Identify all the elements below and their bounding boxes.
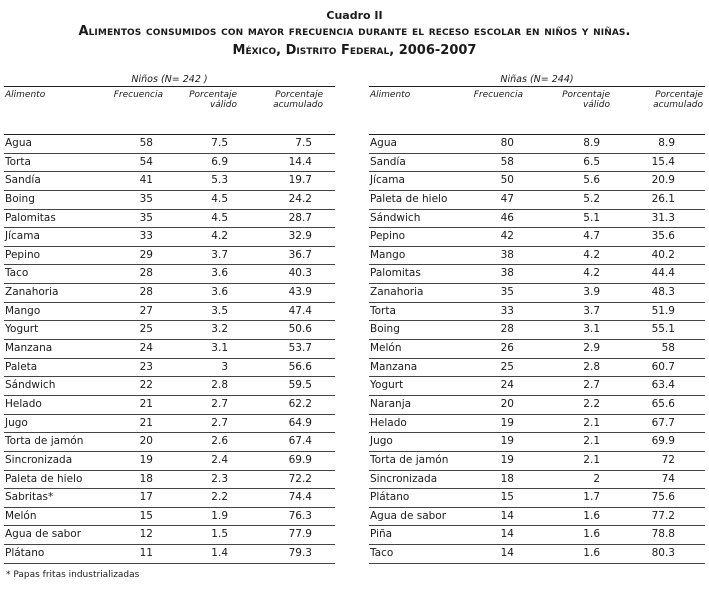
- food-cell: Plátano: [370, 491, 410, 504]
- valid-percent-cell: 4.2: [583, 267, 600, 280]
- valid-percent-cell: 2.1: [583, 453, 600, 466]
- cumulative-percent-cell: 63.4: [651, 379, 675, 392]
- cumulative-percent-cell: 40.3: [288, 267, 312, 280]
- frequency-cell: 58: [500, 155, 514, 168]
- cumulative-percent-cell: 43.9: [288, 286, 312, 299]
- valid-percent-cell: 2.1: [583, 435, 600, 448]
- table-title: Alimentos consumidos con mayor frecuencia durante el receso escolar en niños y niñas.: [78, 24, 631, 39]
- cumulative-percent-cell: 51.9: [651, 304, 675, 317]
- valid-percent-cell: 5.6: [583, 174, 600, 187]
- frequency-cell: 12: [139, 528, 153, 541]
- cumulative-percent-cell: 59.5: [288, 379, 312, 392]
- table-row: [4, 210, 335, 229]
- cumulative-percent-cell: 77.2: [651, 509, 675, 522]
- table-row: [4, 471, 335, 490]
- table-row: [369, 135, 705, 154]
- table-row: [369, 191, 705, 210]
- food-cell: Torta de jamón: [5, 435, 84, 448]
- food-cell: Paleta: [5, 360, 38, 373]
- food-cell: Boing: [370, 323, 400, 336]
- cumulative-percent-cell: 65.6: [651, 397, 675, 410]
- cumulative-percent-cell: 76.3: [288, 509, 312, 522]
- frequency-cell: 42: [500, 230, 514, 243]
- cumulative-percent-cell: 74: [661, 472, 675, 485]
- header-valid-percent-line1: Porcentaje: [562, 90, 610, 100]
- table-row: [369, 526, 705, 545]
- valid-percent-cell: 1.6: [583, 528, 600, 541]
- cumulative-percent-cell: 31.3: [651, 211, 675, 224]
- valid-percent-cell: 5.1: [583, 211, 600, 224]
- food-cell: Manzana: [370, 360, 418, 373]
- cumulative-percent-cell: 36.7: [288, 248, 312, 261]
- food-cell: Sándwich: [5, 379, 56, 392]
- header-valid-percent-line2: válido: [209, 100, 237, 110]
- valid-percent-cell: 5.3: [211, 174, 228, 187]
- cumulative-percent-cell: 53.7: [288, 342, 312, 355]
- table-row: [369, 433, 705, 452]
- food-cell: Agua de sabor: [370, 509, 447, 522]
- valid-percent-cell: 6.5: [583, 155, 600, 168]
- valid-percent-cell: 1.5: [211, 528, 228, 541]
- food-cell: Sincronizada: [370, 472, 438, 485]
- table-row: [369, 247, 705, 266]
- food-cell: Palomitas: [370, 267, 421, 280]
- valid-percent-cell: 3: [221, 360, 228, 373]
- frequency-cell: 21: [139, 416, 153, 429]
- boys-rows: [4, 135, 335, 564]
- frequency-cell: 21: [139, 397, 153, 410]
- frequency-cell: 28: [139, 286, 153, 299]
- valid-percent-cell: 5.2: [583, 192, 600, 205]
- table-row: [4, 303, 335, 322]
- header-valid-percent: [189, 90, 237, 110]
- cumulative-percent-cell: 7.5: [295, 137, 312, 149]
- food-cell: Mango: [5, 304, 41, 317]
- food-cell: Mango: [370, 248, 406, 261]
- table-row: [4, 433, 335, 452]
- cumulative-percent-cell: 79.3: [288, 547, 312, 560]
- table-row: [4, 284, 335, 303]
- header-cumulative-percent: [273, 90, 323, 110]
- table-row: [4, 508, 335, 527]
- cumulative-percent-cell: 55.1: [651, 323, 675, 336]
- valid-percent-cell: 4.2: [583, 248, 600, 261]
- frequency-cell: 33: [500, 304, 514, 317]
- frequency-cell: 18: [500, 472, 514, 485]
- table-row: [4, 415, 335, 434]
- valid-percent-cell: 3.9: [583, 286, 600, 299]
- header-food: Alimento: [5, 90, 46, 100]
- frequency-cell: 15: [139, 509, 153, 522]
- valid-percent-cell: 2.2: [583, 397, 600, 410]
- frequency-cell: 41: [139, 174, 153, 187]
- food-cell: Jugo: [370, 435, 393, 448]
- food-cell: Taco: [370, 547, 394, 560]
- table-row: [369, 452, 705, 471]
- frequency-cell: 19: [500, 453, 514, 466]
- table-row: [4, 545, 335, 564]
- frequency-cell: 19: [500, 416, 514, 429]
- table-row: [4, 359, 335, 378]
- frequency-cell: 23: [139, 360, 153, 373]
- table-row: [369, 172, 705, 191]
- valid-percent-cell: 2.2: [211, 491, 228, 504]
- frequency-cell: 25: [500, 360, 514, 373]
- table-row: [4, 489, 335, 508]
- girls-table: [369, 74, 705, 564]
- cumulative-percent-cell: 60.7: [651, 360, 675, 373]
- boys-group-label: Niños (N= 242 ): [4, 74, 335, 87]
- valid-percent-cell: 2.1: [583, 416, 600, 429]
- food-cell: Taco: [5, 267, 29, 280]
- valid-percent-cell: 2.4: [211, 453, 228, 466]
- valid-percent-cell: 3.6: [211, 286, 228, 299]
- cumulative-percent-cell: 62.2: [288, 397, 312, 410]
- frequency-cell: 38: [500, 248, 514, 261]
- cumulative-percent-cell: 67.7: [651, 416, 675, 429]
- frequency-cell: 46: [500, 211, 514, 224]
- frequency-cell: 19: [500, 435, 514, 448]
- food-cell: Yogurt: [370, 379, 404, 392]
- valid-percent-cell: 7.5: [211, 137, 228, 149]
- food-cell: Yogurt: [5, 323, 39, 336]
- food-cell: Melón: [370, 342, 402, 355]
- frequency-cell: 38: [500, 267, 514, 280]
- table-row: [369, 284, 705, 303]
- frequency-cell: 80: [500, 137, 514, 149]
- table-row: [4, 154, 335, 173]
- header-cumulative-percent-line1: Porcentaje: [655, 90, 703, 100]
- food-cell: Zanahoria: [370, 286, 424, 299]
- valid-percent-cell: 3.1: [583, 323, 600, 336]
- header-frequency: Frecuencia: [473, 90, 523, 100]
- food-cell: Sincronizada: [5, 453, 73, 466]
- header-cumulative-percent-line2: acumulado: [653, 100, 703, 110]
- valid-percent-cell: 4.7: [583, 230, 600, 243]
- frequency-cell: 20: [500, 397, 514, 410]
- food-cell: Boing: [5, 192, 35, 205]
- food-cell: Helado: [370, 416, 407, 429]
- girls-group-label: Niñas (N= 244): [369, 74, 705, 87]
- valid-percent-cell: 1.6: [583, 547, 600, 560]
- frequency-cell: 20: [139, 435, 153, 448]
- food-cell: Agua de sabor: [5, 528, 82, 541]
- frequency-cell: 24: [139, 342, 153, 355]
- table-row: [369, 154, 705, 173]
- valid-percent-cell: 4.2: [211, 230, 228, 243]
- table-row: [4, 396, 335, 415]
- cumulative-percent-cell: 50.6: [288, 323, 312, 336]
- frequency-cell: 47: [500, 192, 514, 205]
- cumulative-percent-cell: 32.9: [288, 230, 312, 243]
- footnote: * Papas fritas industrializadas: [6, 570, 140, 580]
- cumulative-percent-cell: 26.1: [651, 192, 675, 205]
- table-row: [369, 265, 705, 284]
- cumulative-percent-cell: 47.4: [288, 304, 312, 317]
- frequency-cell: 35: [139, 211, 153, 224]
- food-cell: Torta: [5, 155, 31, 168]
- cumulative-percent-cell: 19.7: [288, 174, 312, 187]
- food-cell: Paleta de hielo: [5, 472, 83, 485]
- valid-percent-cell: 1.7: [583, 491, 600, 504]
- valid-percent-cell: 2.3: [211, 472, 228, 485]
- cumulative-percent-cell: 48.3: [651, 286, 675, 299]
- frequency-cell: 22: [139, 379, 153, 392]
- header-food: Alimento: [370, 90, 411, 100]
- food-cell: Piña: [370, 528, 393, 541]
- valid-percent-cell: 1.4: [211, 547, 228, 560]
- cumulative-percent-cell: 74.4: [288, 491, 312, 504]
- frequency-cell: 58: [139, 137, 153, 149]
- valid-percent-cell: 2.8: [211, 379, 228, 392]
- food-cell: Sabritas*: [5, 491, 54, 504]
- table-row: [369, 340, 705, 359]
- cumulative-percent-cell: 67.4: [288, 435, 312, 448]
- food-cell: Paleta de hielo: [370, 192, 448, 205]
- table-row: [4, 321, 335, 340]
- cumulative-percent-cell: 75.6: [651, 491, 675, 504]
- frequency-cell: 14: [500, 547, 514, 560]
- food-cell: Palomitas: [5, 211, 56, 224]
- frequency-cell: 33: [139, 230, 153, 243]
- boys-table: [4, 74, 335, 564]
- frequency-cell: 14: [500, 509, 514, 522]
- header-cumulative-percent-line2: acumulado: [273, 100, 323, 110]
- valid-percent-cell: 2: [593, 472, 600, 485]
- cumulative-percent-cell: 72.2: [288, 472, 312, 485]
- food-cell: Plátano: [5, 547, 45, 560]
- valid-percent-cell: 2.7: [211, 397, 228, 410]
- table-row: [369, 359, 705, 378]
- table-row: [4, 247, 335, 266]
- valid-percent-cell: 3.2: [211, 323, 228, 336]
- frequency-cell: 50: [500, 174, 514, 187]
- frequency-cell: 28: [500, 323, 514, 336]
- table-row: [369, 377, 705, 396]
- table-row: [4, 191, 335, 210]
- food-cell: Pepino: [5, 248, 41, 261]
- frequency-cell: 17: [139, 491, 153, 504]
- cumulative-percent-cell: 78.8: [651, 528, 675, 541]
- table-row: [369, 228, 705, 247]
- frequency-cell: 15: [500, 491, 514, 504]
- frequency-cell: 35: [500, 286, 514, 299]
- cumulative-percent-cell: 69.9: [651, 435, 675, 448]
- food-cell: Jugo: [5, 416, 28, 429]
- food-cell: Sandía: [5, 174, 41, 187]
- header-valid-percent: [562, 90, 610, 110]
- table-row: [4, 526, 335, 545]
- valid-percent-cell: 3.5: [211, 304, 228, 317]
- table-row: [4, 377, 335, 396]
- food-cell: Jícama: [370, 174, 405, 187]
- valid-percent-cell: 2.9: [583, 342, 600, 355]
- table-row: [369, 508, 705, 527]
- header-valid-percent-line1: Porcentaje: [189, 90, 237, 100]
- valid-percent-cell: 2.8: [583, 360, 600, 373]
- table-row: [369, 415, 705, 434]
- frequency-cell: 24: [500, 379, 514, 392]
- valid-percent-cell: 2.6: [211, 435, 228, 448]
- food-cell: Helado: [5, 397, 42, 410]
- header-frequency: Frecuencia: [113, 90, 163, 100]
- table-row: [369, 321, 705, 340]
- cumulative-percent-cell: 40.2: [651, 248, 675, 261]
- table-row: [369, 545, 705, 564]
- table-row: [4, 228, 335, 247]
- cumulative-percent-cell: 15.4: [651, 155, 675, 168]
- cumulative-percent-cell: 64.9: [288, 416, 312, 429]
- food-cell: Manzana: [5, 342, 53, 355]
- frequency-cell: 35: [139, 192, 153, 205]
- table-row: [4, 452, 335, 471]
- food-cell: Melón: [5, 509, 37, 522]
- food-cell: Jícama: [5, 230, 40, 243]
- valid-percent-cell: 3.6: [211, 267, 228, 280]
- table-row: [369, 210, 705, 229]
- food-cell: Agua: [5, 137, 32, 149]
- girls-rows: [369, 135, 705, 564]
- cumulative-percent-cell: 69.9: [288, 453, 312, 466]
- cumulative-percent-cell: 72: [661, 453, 675, 466]
- table-row: [369, 489, 705, 508]
- food-cell: Torta: [370, 304, 396, 317]
- frequency-cell: 28: [139, 267, 153, 280]
- frequency-cell: 18: [139, 472, 153, 485]
- food-cell: Agua: [370, 137, 397, 149]
- valid-percent-cell: 2.7: [583, 379, 600, 392]
- frequency-cell: 29: [139, 248, 153, 261]
- frequency-cell: 54: [139, 155, 153, 168]
- table-row: [369, 396, 705, 415]
- table-row: [4, 172, 335, 191]
- header-valid-percent-line2: válido: [582, 100, 610, 110]
- cumulative-percent-cell: 28.7: [288, 211, 312, 224]
- frequency-cell: 14: [500, 528, 514, 541]
- frequency-cell: 11: [139, 547, 153, 560]
- cumulative-percent-cell: 77.9: [288, 528, 312, 541]
- frequency-cell: 19: [139, 453, 153, 466]
- boys-column-headers: [4, 87, 335, 134]
- frequency-cell: 26: [500, 342, 514, 355]
- cumulative-percent-cell: 58: [661, 342, 675, 355]
- cumulative-percent-cell: 35.6: [651, 230, 675, 243]
- food-cell: Torta de jamón: [370, 453, 449, 466]
- table-row: [369, 303, 705, 322]
- cumulative-percent-cell: 44.4: [651, 267, 675, 280]
- food-cell: Zanahoria: [5, 286, 59, 299]
- food-cell: Naranja: [370, 397, 412, 410]
- cumulative-percent-cell: 14.4: [288, 155, 312, 168]
- valid-percent-cell: 3.1: [211, 342, 228, 355]
- food-cell: Sándwich: [370, 211, 421, 224]
- frequency-cell: 27: [139, 304, 153, 317]
- valid-percent-cell: 3.7: [583, 304, 600, 317]
- table-subtitle: México, Distrito Federal, 2006-2007: [232, 43, 477, 58]
- valid-percent-cell: 1.6: [583, 509, 600, 522]
- cumulative-percent-cell: 24.2: [288, 192, 312, 205]
- table-row: [369, 471, 705, 490]
- valid-percent-cell: 1.9: [211, 509, 228, 522]
- cumulative-percent-cell: 56.6: [288, 360, 312, 373]
- cumulative-percent-cell: 8.9: [658, 137, 675, 149]
- valid-percent-cell: 8.9: [583, 137, 600, 149]
- girls-column-headers: [369, 87, 705, 134]
- table-row: [4, 340, 335, 359]
- frequency-cell: 25: [139, 323, 153, 336]
- header-cumulative-percent-line1: Porcentaje: [275, 90, 323, 100]
- food-cell: Sandía: [370, 155, 406, 168]
- table-row: [4, 265, 335, 284]
- table-label: Cuadro II: [326, 9, 383, 22]
- cumulative-percent-cell: 20.9: [651, 174, 675, 187]
- valid-percent-cell: 6.9: [211, 155, 228, 168]
- food-cell: Pepino: [370, 230, 406, 243]
- valid-percent-cell: 3.7: [211, 248, 228, 261]
- valid-percent-cell: 2.7: [211, 416, 228, 429]
- valid-percent-cell: 4.5: [211, 211, 228, 224]
- cumulative-percent-cell: 80.3: [651, 547, 675, 560]
- table-row: [4, 135, 335, 154]
- valid-percent-cell: 4.5: [211, 192, 228, 205]
- header-cumulative-percent: [653, 90, 703, 110]
